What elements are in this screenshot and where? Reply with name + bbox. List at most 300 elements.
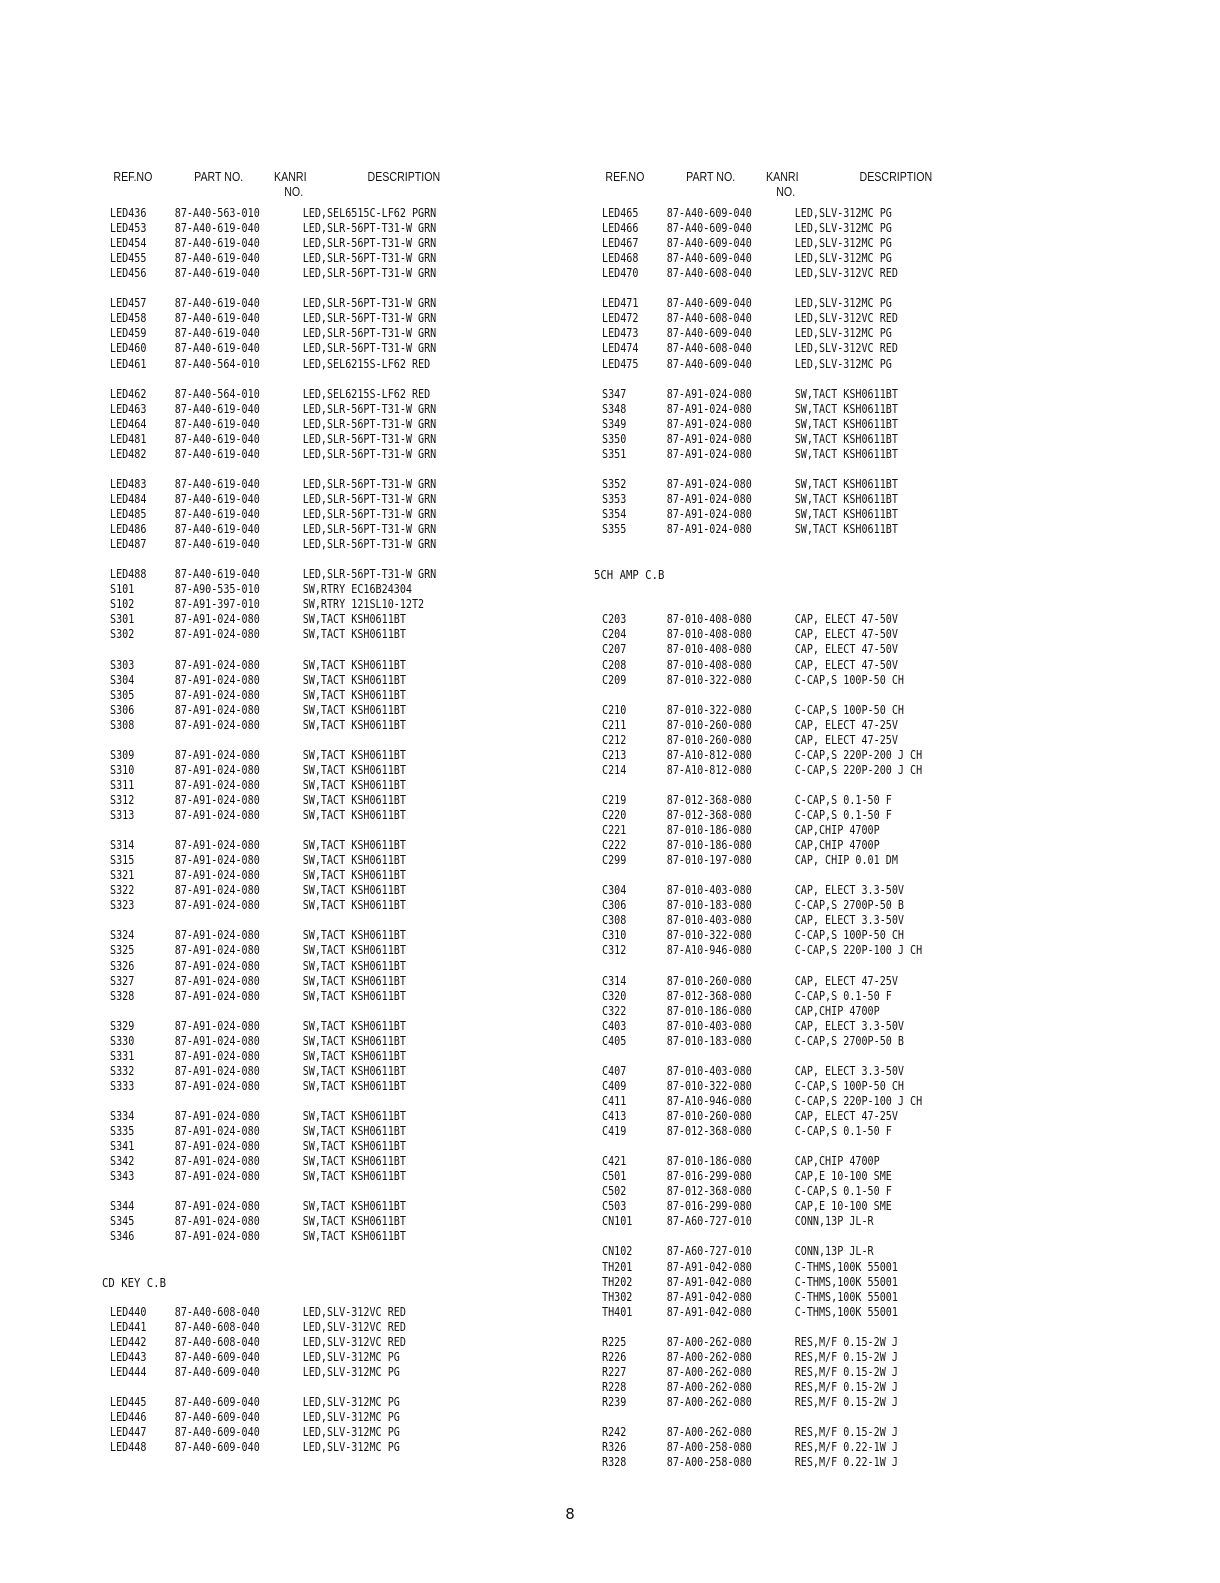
ref-no-cell: S328 bbox=[110, 988, 135, 1003]
description-cell: SW,TACT KSH0611BT bbox=[302, 868, 406, 883]
ref-no-cell: C413 bbox=[602, 1109, 627, 1123]
part-no-cell: 87-A91-024-080 bbox=[174, 1169, 260, 1184]
part-no-cell: 87-A40-619-040 bbox=[174, 236, 260, 251]
part-no-cell: 87-A90-535-010 bbox=[174, 582, 260, 597]
ref-no-cell: C220 bbox=[602, 808, 627, 822]
ref-no-cell: C407 bbox=[602, 1063, 627, 1078]
part-no-cell: 87-A91-024-080 bbox=[174, 898, 260, 913]
ref-no-cell: R227 bbox=[602, 1364, 627, 1379]
description-cell: CAP, ELECT 47-25V bbox=[794, 732, 898, 747]
ref-no-cell: S348 bbox=[602, 401, 627, 416]
ref-no-cell: C212 bbox=[602, 732, 627, 747]
description-cell: SW,TACT KSH0611BT bbox=[302, 1229, 406, 1244]
description-cell: LED,SLV-312MC PG bbox=[794, 296, 892, 311]
part-no-cell: 87-A91-024-080 bbox=[174, 943, 260, 958]
description-cell: SW,TACT KSH0611BT bbox=[302, 1124, 406, 1139]
part-no-cell: 87-A10-946-080 bbox=[666, 943, 752, 958]
part-no-cell: 87-A91-024-080 bbox=[174, 958, 260, 973]
description-cell: CAP, ELECT 47-50V bbox=[794, 627, 898, 642]
ref-no-cell: S330 bbox=[110, 1033, 135, 1048]
part-no-cell: 87-A91-024-080 bbox=[174, 702, 260, 717]
ref-no-cell: S101 bbox=[110, 582, 135, 597]
part-no-cell: 87-A40-619-040 bbox=[174, 266, 260, 281]
description-cell: LED,SLV-312VC RED bbox=[794, 311, 898, 326]
ref-no-cell: LED460 bbox=[110, 341, 147, 356]
part-no-cell: 87-A91-024-080 bbox=[174, 717, 260, 732]
part-no-cell: 87-A60-727-010 bbox=[666, 1244, 752, 1259]
ref-no-cell: LED466 bbox=[602, 221, 639, 236]
description-cell: SW,TACT KSH0611BT bbox=[302, 1214, 406, 1229]
description-cell: SW,TACT KSH0611BT bbox=[302, 1018, 406, 1033]
description-cell: SW,TACT KSH0611BT bbox=[302, 928, 406, 943]
description-cell: RES,M/F 0.22-1W J bbox=[794, 1440, 898, 1455]
description-cell: LED,SLR-56PT-T31-W GRN bbox=[302, 326, 437, 341]
ref-no-cell: C222 bbox=[602, 838, 627, 853]
ref-no-cell: C310 bbox=[602, 928, 627, 943]
part-no-cell: 87-A40-609-040 bbox=[666, 251, 752, 266]
ref-no-cell: S347 bbox=[602, 386, 627, 401]
part-no-cell: 87-A91-024-080 bbox=[666, 446, 752, 461]
part-no-cell: 87-A91-024-080 bbox=[174, 1078, 260, 1093]
part-no-cell: 87-012-368-080 bbox=[666, 792, 752, 807]
part-no-cell: 87-A40-609-040 bbox=[666, 221, 752, 236]
ref-no-cell: LED458 bbox=[110, 311, 147, 326]
description-cell: SW,TACT KSH0611BT bbox=[794, 522, 898, 537]
description-cell: CAP, ELECT 3.3-50V bbox=[794, 883, 904, 898]
section-title: CD KEY C.B bbox=[102, 1274, 166, 1290]
part-no-cell: 87-A00-262-080 bbox=[666, 1349, 752, 1364]
description-cell: LED,SLR-56PT-T31-W GRN bbox=[302, 446, 437, 461]
description-cell: SW,TACT KSH0611BT bbox=[302, 988, 406, 1003]
part-no-cell: 87-A91-024-080 bbox=[174, 627, 260, 642]
part-no-cell: 87-A91-024-080 bbox=[174, 1199, 260, 1214]
ref-no-cell: C405 bbox=[602, 1033, 627, 1048]
ref-no-cell: LED481 bbox=[110, 431, 147, 446]
description-cell: SW,TACT KSH0611BT bbox=[302, 853, 406, 868]
description-cell: SW,TACT KSH0611BT bbox=[302, 898, 406, 913]
part-no-cell: 87-A91-024-080 bbox=[174, 838, 260, 853]
description-cell: RES,M/F 0.15-2W J bbox=[794, 1349, 898, 1364]
part-no-cell: 87-010-183-080 bbox=[666, 898, 752, 913]
part-no-cell: 87-A91-024-080 bbox=[174, 1109, 260, 1123]
column-header bbox=[602, 168, 1010, 202]
part-no-cell: 87-A40-564-010 bbox=[174, 386, 260, 401]
part-no-cell: 87-A91-024-080 bbox=[174, 1139, 260, 1154]
part-no-cell: 87-010-197-080 bbox=[666, 853, 752, 868]
description-cell: SW,RTRY 121SL10-12T2 bbox=[302, 597, 425, 612]
ref-no-cell: LED485 bbox=[110, 507, 147, 521]
ref-no-cell: CN101 bbox=[602, 1214, 633, 1229]
description-cell: LED,SLR-56PT-T31-W GRN bbox=[302, 431, 437, 446]
part-no-cell: 87-A40-608-040 bbox=[666, 341, 752, 356]
part-no-cell: 87-A40-608-040 bbox=[666, 311, 752, 326]
description-cell: SW,TACT KSH0611BT bbox=[302, 1048, 406, 1063]
description-cell: LED,SLR-56PT-T31-W GRN bbox=[302, 266, 437, 281]
part-no-cell: 87-A10-812-080 bbox=[666, 747, 752, 762]
description-cell: LED,SLR-56PT-T31-W GRN bbox=[302, 507, 437, 521]
description-cell: C-CAP,S 100P-50 CH bbox=[794, 672, 904, 687]
description-cell: LED,SLV-312VC RED bbox=[302, 1304, 406, 1319]
ref-no-cell: R228 bbox=[602, 1379, 627, 1394]
ref-no-cell: S322 bbox=[110, 883, 135, 898]
ref-no-cell: C322 bbox=[602, 1003, 627, 1018]
part-no-cell: 87-A10-946-080 bbox=[666, 1093, 752, 1108]
part-no-cell: 87-010-186-080 bbox=[666, 1003, 752, 1018]
description-cell: LED,SLV-312MC PG bbox=[302, 1394, 400, 1409]
part-no-cell: 87-A40-608-040 bbox=[174, 1334, 260, 1349]
part-no-cell: 87-A40-609-040 bbox=[174, 1364, 260, 1379]
part-no-cell: 87-A91-024-080 bbox=[174, 988, 260, 1003]
ref-no-cell: LED462 bbox=[110, 386, 147, 401]
description-cell: CONN,13P JL-R bbox=[794, 1214, 874, 1229]
part-no-cell: 87-A40-619-040 bbox=[174, 446, 260, 461]
description-cell: LED,SLR-56PT-T31-W GRN bbox=[302, 567, 437, 582]
description-cell: LED,SLR-56PT-T31-W GRN bbox=[302, 491, 437, 506]
part-no-cell: 87-012-368-080 bbox=[666, 808, 752, 822]
ref-no-cell: S349 bbox=[602, 416, 627, 431]
part-no-cell: 87-A91-024-080 bbox=[666, 491, 752, 506]
part-no-cell: 87-012-368-080 bbox=[666, 1124, 752, 1139]
ref-no-cell: S332 bbox=[110, 1063, 135, 1078]
part-no-cell: 87-A91-024-080 bbox=[174, 762, 260, 777]
description-cell: LED,SLR-56PT-T31-W GRN bbox=[302, 251, 437, 266]
ref-no-cell: S102 bbox=[110, 597, 135, 612]
description-cell: C-CAP,S 100P-50 CH bbox=[794, 928, 904, 943]
description-cell: CAP,CHIP 4700P bbox=[794, 838, 880, 853]
description-cell: C-CAP,S 0.1-50 F bbox=[794, 792, 892, 807]
ref-no-cell: R239 bbox=[602, 1394, 627, 1409]
description-cell: LED,SLR-56PT-T31-W GRN bbox=[302, 221, 437, 236]
description-cell: CAP, ELECT 47-25V bbox=[794, 1109, 898, 1123]
description-cell: LED,SLV-312MC PG bbox=[302, 1349, 400, 1364]
ref-no-cell: C209 bbox=[602, 672, 627, 687]
part-no-cell: 87-A91-024-080 bbox=[666, 522, 752, 537]
part-no-cell: 87-A40-563-010 bbox=[174, 206, 260, 220]
description-cell: LED,SLR-56PT-T31-W GRN bbox=[302, 476, 437, 491]
ref-no-cell: LED456 bbox=[110, 266, 147, 281]
description-cell: SW,TACT KSH0611BT bbox=[794, 416, 898, 431]
ref-no-cell: LED442 bbox=[110, 1334, 147, 1349]
part-no-cell: 87-010-322-080 bbox=[666, 928, 752, 943]
ref-no-cell: S312 bbox=[110, 792, 135, 807]
description-cell: LED,SLV-312MC PG bbox=[302, 1364, 400, 1379]
ref-no-cell: C308 bbox=[602, 913, 627, 928]
part-no-cell: 87-A91-024-080 bbox=[174, 612, 260, 627]
part-no-cell: 87-A40-609-040 bbox=[174, 1394, 260, 1409]
ref-no-cell: LED453 bbox=[110, 221, 147, 236]
description-cell: C-THMS,100K 55001 bbox=[794, 1259, 898, 1274]
part-no-cell: 87-A91-024-080 bbox=[174, 792, 260, 807]
description-cell: LED,SLR-56PT-T31-W GRN bbox=[302, 341, 437, 356]
part-no-cell: 87-010-403-080 bbox=[666, 913, 752, 928]
ref-no-cell: S352 bbox=[602, 476, 627, 491]
header-description: DESCRIPTION bbox=[367, 170, 441, 184]
part-no-cell: 87-010-186-080 bbox=[666, 823, 752, 838]
ref-no-cell: LED448 bbox=[110, 1440, 147, 1455]
ref-no-cell: S327 bbox=[110, 973, 135, 988]
description-cell: C-CAP,S 0.1-50 F bbox=[794, 808, 892, 822]
part-no-cell: 87-A91-024-080 bbox=[174, 777, 260, 792]
description-cell: SW,TACT KSH0611BT bbox=[302, 958, 406, 973]
description-cell: CAP, ELECT 3.3-50V bbox=[794, 1018, 904, 1033]
ref-no-cell: TH302 bbox=[602, 1289, 633, 1304]
ref-no-cell: LED487 bbox=[110, 537, 147, 552]
description-cell: C-CAP,S 100P-50 CH bbox=[794, 702, 904, 717]
ref-no-cell: LED445 bbox=[110, 1394, 147, 1409]
description-cell: CAP, ELECT 3.3-50V bbox=[794, 1063, 904, 1078]
part-no-cell: 87-A91-024-080 bbox=[174, 1124, 260, 1139]
ref-no-cell: LED475 bbox=[602, 356, 639, 371]
part-no-cell: 87-A40-619-040 bbox=[174, 296, 260, 311]
ref-no-cell: LED441 bbox=[110, 1319, 147, 1334]
part-no-cell: 87-A40-619-040 bbox=[174, 491, 260, 506]
ref-no-cell: S351 bbox=[602, 446, 627, 461]
ref-no-cell: S309 bbox=[110, 747, 135, 762]
ref-no-cell: C204 bbox=[602, 627, 627, 642]
description-cell: CAP, ELECT 47-50V bbox=[794, 612, 898, 627]
ref-no-cell: S310 bbox=[110, 762, 135, 777]
part-no-cell: 87-A91-024-080 bbox=[666, 431, 752, 446]
description-cell: SW,TACT KSH0611BT bbox=[302, 717, 406, 732]
description-cell: C-CAP,S 0.1-50 F bbox=[794, 1184, 892, 1199]
ref-no-cell: S314 bbox=[110, 838, 135, 853]
part-no-cell: 87-A10-812-080 bbox=[666, 762, 752, 777]
part-no-cell: 87-010-408-080 bbox=[666, 627, 752, 642]
part-no-cell: 87-010-186-080 bbox=[666, 838, 752, 853]
part-no-cell: 87-A40-609-040 bbox=[174, 1425, 260, 1440]
part-no-cell: 87-A40-619-040 bbox=[174, 416, 260, 431]
description-cell: C-CAP,S 0.1-50 F bbox=[794, 1124, 892, 1139]
ref-no-cell: C219 bbox=[602, 792, 627, 807]
description-cell: LED,SEL6215S-LF62 RED bbox=[302, 386, 431, 401]
header-kanri: KANRI bbox=[274, 170, 307, 184]
part-no-cell: 87-A60-727-010 bbox=[666, 1214, 752, 1229]
part-no-cell: 87-A40-619-040 bbox=[174, 431, 260, 446]
part-no-cell: 87-A40-609-040 bbox=[174, 1410, 260, 1424]
description-cell: RES,M/F 0.15-2W J bbox=[794, 1334, 898, 1349]
ref-no-cell: S343 bbox=[110, 1169, 135, 1184]
part-no-cell: 87-A40-609-040 bbox=[666, 326, 752, 341]
description-cell: CONN,13P JL-R bbox=[794, 1244, 874, 1259]
part-no-cell: 87-A91-024-080 bbox=[666, 401, 752, 416]
ref-no-cell: S313 bbox=[110, 808, 135, 822]
description-cell: SW,TACT KSH0611BT bbox=[302, 808, 406, 822]
part-no-cell: 87-A91-024-080 bbox=[174, 1018, 260, 1033]
part-no-cell: 87-A91-024-080 bbox=[174, 1063, 260, 1078]
ref-no-cell: CN102 bbox=[602, 1244, 633, 1259]
part-no-cell: 87-010-186-080 bbox=[666, 1154, 752, 1169]
part-no-cell: 87-A91-024-080 bbox=[174, 973, 260, 988]
description-cell: LED,SLR-56PT-T31-W GRN bbox=[302, 311, 437, 326]
ref-no-cell: C419 bbox=[602, 1124, 627, 1139]
part-no-cell: 87-A91-024-080 bbox=[174, 868, 260, 883]
part-no-cell: 87-A40-609-040 bbox=[174, 1349, 260, 1364]
ref-no-cell: C203 bbox=[602, 612, 627, 627]
part-no-cell: 87-A91-024-080 bbox=[174, 747, 260, 762]
ref-no-cell: C312 bbox=[602, 943, 627, 958]
description-cell: LED,SLR-56PT-T31-W GRN bbox=[302, 522, 437, 537]
part-no-cell: 87-A40-619-040 bbox=[174, 326, 260, 341]
part-no-cell: 87-010-408-080 bbox=[666, 642, 752, 657]
ref-no-cell: TH201 bbox=[602, 1259, 633, 1274]
ref-no-cell: LED446 bbox=[110, 1410, 147, 1424]
ref-no-cell: C304 bbox=[602, 883, 627, 898]
part-no-cell: 87-A91-024-080 bbox=[174, 1154, 260, 1169]
ref-no-cell: LED484 bbox=[110, 491, 147, 506]
description-cell: LED,SLV-312VC RED bbox=[302, 1334, 406, 1349]
ref-no-cell: C299 bbox=[602, 853, 627, 868]
part-no-cell: 87-A91-024-080 bbox=[666, 507, 752, 521]
ref-no-cell: C411 bbox=[602, 1093, 627, 1108]
ref-no-cell: LED486 bbox=[110, 522, 147, 537]
description-cell: LED,SLV-312VC RED bbox=[794, 341, 898, 356]
description-cell: SW,TACT KSH0611BT bbox=[302, 657, 406, 672]
ref-no-cell: S303 bbox=[110, 657, 135, 672]
description-cell: LED,SLR-56PT-T31-W GRN bbox=[302, 537, 437, 552]
part-no-cell: 87-A91-024-080 bbox=[174, 808, 260, 822]
ref-no-cell: TH401 bbox=[602, 1304, 633, 1319]
description-cell: SW,TACT KSH0611BT bbox=[794, 491, 898, 506]
ref-no-cell: LED472 bbox=[602, 311, 639, 326]
part-no-cell: 87-A91-397-010 bbox=[174, 597, 260, 612]
ref-no-cell: LED457 bbox=[110, 296, 147, 311]
ref-no-cell: C306 bbox=[602, 898, 627, 913]
ref-no-cell: S306 bbox=[110, 702, 135, 717]
part-no-cell: 87-A91-024-080 bbox=[666, 416, 752, 431]
ref-no-cell: S301 bbox=[110, 612, 135, 627]
part-no-cell: 87-012-368-080 bbox=[666, 1184, 752, 1199]
ref-no-cell: LED447 bbox=[110, 1425, 147, 1440]
part-no-cell: 87-016-299-080 bbox=[666, 1199, 752, 1214]
part-no-cell: 87-A40-608-040 bbox=[666, 266, 752, 281]
part-no-cell: 87-A91-042-080 bbox=[666, 1274, 752, 1289]
part-no-cell: 87-A40-619-040 bbox=[174, 537, 260, 552]
part-no-cell: 87-A00-262-080 bbox=[666, 1425, 752, 1440]
description-cell: SW,TACT KSH0611BT bbox=[302, 1169, 406, 1184]
part-no-cell: 87-A40-608-040 bbox=[174, 1304, 260, 1319]
description-cell: CAP, ELECT 47-25V bbox=[794, 717, 898, 732]
ref-no-cell: S353 bbox=[602, 491, 627, 506]
description-cell: C-CAP,S 2700P-50 B bbox=[794, 1033, 904, 1048]
part-no-cell: 87-016-299-080 bbox=[666, 1169, 752, 1184]
page-number: 8 bbox=[565, 1505, 575, 1523]
description-cell: LED,SLV-312MC PG bbox=[794, 206, 892, 220]
ref-no-cell: LED455 bbox=[110, 251, 147, 266]
header-ref-no: REF.NO bbox=[113, 170, 153, 184]
description-cell: CAP,CHIP 4700P bbox=[794, 823, 880, 838]
description-cell: SW,TACT KSH0611BT bbox=[794, 386, 898, 401]
header-part-no: PART NO. bbox=[194, 170, 244, 184]
description-cell: LED,SLV-312MC PG bbox=[794, 356, 892, 371]
ref-no-cell: S325 bbox=[110, 943, 135, 958]
part-no-cell: 87-010-260-080 bbox=[666, 973, 752, 988]
description-cell: SW,TACT KSH0611BT bbox=[302, 973, 406, 988]
part-no-cell: 87-A00-258-080 bbox=[666, 1455, 752, 1470]
description-cell: C-CAP,S 2700P-50 B bbox=[794, 898, 904, 913]
description-cell: CAP, ELECT 47-50V bbox=[794, 657, 898, 672]
ref-no-cell: R242 bbox=[602, 1425, 627, 1440]
part-no-cell: 87-010-322-080 bbox=[666, 672, 752, 687]
ref-no-cell: LED483 bbox=[110, 476, 147, 491]
part-no-cell: 87-010-403-080 bbox=[666, 1063, 752, 1078]
description-cell: C-THMS,100K 55001 bbox=[794, 1289, 898, 1304]
description-cell: LED,SLV-312MC PG bbox=[302, 1440, 400, 1455]
part-no-cell: 87-010-260-080 bbox=[666, 717, 752, 732]
part-no-cell: 87-A91-024-080 bbox=[174, 1033, 260, 1048]
part-no-cell: 87-A40-619-040 bbox=[174, 341, 260, 356]
description-cell: LED,SLR-56PT-T31-W GRN bbox=[302, 401, 437, 416]
description-cell: LED,SLV-312MC PG bbox=[794, 326, 892, 341]
description-cell: C-CAP,S 220P-100 J CH bbox=[794, 943, 923, 958]
description-cell: C-CAP,S 100P-50 CH bbox=[794, 1078, 904, 1093]
ref-no-cell: C211 bbox=[602, 717, 627, 732]
description-cell: SW,TACT KSH0611BT bbox=[794, 446, 898, 461]
ref-no-cell: S321 bbox=[110, 868, 135, 883]
header-kanri-no: NO. bbox=[284, 185, 304, 199]
ref-no-cell: LED464 bbox=[110, 416, 147, 431]
part-no-cell: 87-A40-609-040 bbox=[666, 296, 752, 311]
part-no-cell: 87-A40-619-040 bbox=[174, 476, 260, 491]
part-no-cell: 87-A00-262-080 bbox=[666, 1394, 752, 1409]
ref-no-cell: S324 bbox=[110, 928, 135, 943]
ref-no-cell: S311 bbox=[110, 777, 135, 792]
description-cell: LED,SLV-312MC PG bbox=[794, 236, 892, 251]
ref-no-cell: S305 bbox=[110, 687, 135, 702]
ref-no-cell: LED459 bbox=[110, 326, 147, 341]
description-cell: SW,TACT KSH0611BT bbox=[794, 401, 898, 416]
description-cell: LED,SLR-56PT-T31-W GRN bbox=[302, 236, 437, 251]
part-no-cell: 87-A91-024-080 bbox=[174, 928, 260, 943]
ref-no-cell: S304 bbox=[110, 672, 135, 687]
ref-no-cell: LED436 bbox=[110, 206, 147, 220]
description-cell: SW,TACT KSH0611BT bbox=[302, 1078, 406, 1093]
description-cell: C-CAP,S 0.1-50 F bbox=[794, 988, 892, 1003]
part-no-cell: 87-A91-024-080 bbox=[174, 672, 260, 687]
description-cell: C-CAP,S 220P-100 J CH bbox=[794, 1093, 923, 1108]
description-cell: SW,TACT KSH0611BT bbox=[302, 687, 406, 702]
part-no-cell: 87-A91-024-080 bbox=[174, 657, 260, 672]
ref-no-cell: LED482 bbox=[110, 446, 147, 461]
part-no-cell: 87-A91-024-080 bbox=[666, 386, 752, 401]
ref-no-cell: LED463 bbox=[110, 401, 147, 416]
ref-no-cell: LED454 bbox=[110, 236, 147, 251]
part-no-cell: 87-A40-608-040 bbox=[174, 1319, 260, 1334]
ref-no-cell: LED444 bbox=[110, 1364, 147, 1379]
part-no-cell: 87-010-260-080 bbox=[666, 1109, 752, 1123]
description-cell: CAP,CHIP 4700P bbox=[794, 1154, 880, 1169]
ref-no-cell: S326 bbox=[110, 958, 135, 973]
description-cell: RES,M/F 0.22-1W J bbox=[794, 1455, 898, 1470]
description-cell: CAP, CHIP 0.01 DM bbox=[794, 853, 898, 868]
description-cell: CAP, ELECT 3.3-50V bbox=[794, 913, 904, 928]
description-cell: LED,SLV-312MC PG bbox=[794, 251, 892, 266]
header-kanri-no: NO. bbox=[776, 185, 796, 199]
ref-no-cell: S329 bbox=[110, 1018, 135, 1033]
description-cell: SW,TACT KSH0611BT bbox=[302, 1063, 406, 1078]
ref-no-cell: LED443 bbox=[110, 1349, 147, 1364]
description-cell: RES,M/F 0.15-2W J bbox=[794, 1379, 898, 1394]
description-cell: C-CAP,S 220P-200 J CH bbox=[794, 762, 923, 777]
ref-no-cell: LED470 bbox=[602, 266, 639, 281]
description-cell: C-CAP,S 220P-200 J CH bbox=[794, 747, 923, 762]
ref-no-cell: S308 bbox=[110, 717, 135, 732]
part-no-cell: 87-A40-619-040 bbox=[174, 251, 260, 266]
part-no-cell: 87-A91-024-080 bbox=[174, 883, 260, 898]
description-cell: SW,RTRY EC16B24304 bbox=[302, 582, 412, 597]
ref-no-cell: C320 bbox=[602, 988, 627, 1003]
ref-no-cell: LED440 bbox=[110, 1304, 147, 1319]
description-cell: SW,TACT KSH0611BT bbox=[302, 1139, 406, 1154]
